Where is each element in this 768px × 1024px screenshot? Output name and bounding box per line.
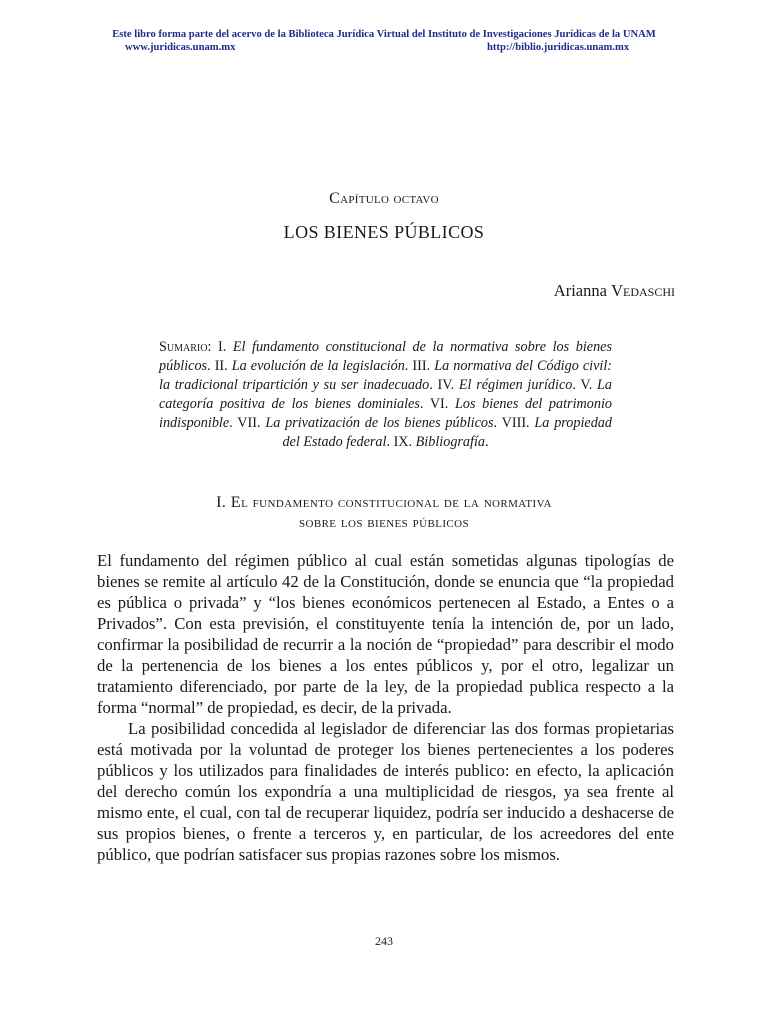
summary-item-text: Bibliografía — [415, 434, 486, 450]
chapter-title: LOS BIENES PÚBLICOS — [283, 222, 485, 242]
url-biblio-link[interactable]: http://biblio.juridicas.unam.mx — [487, 42, 630, 53]
author-name — [554, 281, 675, 301]
summary-item-text: La normativa del Código civil: la tradicional tripartición y su ser inadecuado — [159, 358, 612, 393]
summary-item: V. La categoría positiva de los bienes dominiales. — [159, 377, 613, 412]
summary-item-number: V. — [580, 377, 593, 393]
summary-item: VI. Los bienes del patrimonio indisponible. — [159, 396, 612, 431]
summary-item-number: VII. — [237, 415, 261, 431]
summary-lead: Sumario: — [159, 339, 212, 355]
paragraph: El fundamento del régimen público al cual están sometidas algunas tipologías de bienes se remite al artículo 42 de la Constitución, donde se enuncia que “la propiedad es pública o privada” y “los bienes económicos pertenecen al Estado, a Entes o a Privados”. Con esta previsión, el constituyente tenía la intención de, por un lado, confirmar la posibilidad de recurrir a la noción de “propiedad” para describir el modo de la pertenencia de los bienes a los entes públicos y, por el otro, legalizar un tratamiento diferenciado, por parte de la ley, de la propiedad publica respecto a la forma “normal” de propiedad, es decir, de la privada. — [97, 551, 674, 717]
summary-item: VII. La privatización de los bienes públicos. — [237, 415, 498, 431]
summary-item-text: El régimen jurídico — [458, 377, 573, 393]
summary-item: II. La evolución de la legislación. — [214, 358, 409, 374]
summary-item-text: La privatización de los bienes públicos — [265, 415, 494, 431]
summary-item: IV. El régimen jurídico. — [437, 377, 576, 393]
summary-item: III. La normativa del Código civil: la tradicional tripartición y su ser inadecuado. — [159, 358, 612, 393]
paragraph: La posibilidad concedida al legislador de diferenciar las dos formas propietarias está motivada por la voluntad de proteger los bienes pertenecientes a los poderes públicos y los utilizados para finalidades de interés publico: en efecto, la aplicación del derecho común los expondría a una multiplicidad de riesgos, ya sea frente al mismo ente, el cual, con tal de recuperar liquidez, podría ser inducido a deshacerse de sus propios bienes, o frente a terceros y, en particular, de los acreedores del ente público, que podrían satisfacer sus propias razones sobre los mismos. — [97, 719, 674, 864]
summary-item-number: IV. — [437, 377, 455, 393]
summary-item-text: La propiedad del Estado federal — [282, 415, 612, 450]
url-juridicas-link[interactable]: www.juridicas.unam.mx — [125, 42, 236, 53]
summary-item-number: VI. — [429, 396, 449, 412]
summary-item: VIII. La propiedad del Estado federal. — [282, 415, 612, 450]
summary-item-number: VIII. — [501, 415, 530, 431]
section-heading-line: I. El fundamento constitucional de la normativa — [216, 493, 552, 511]
summary-item-text: El fundamento constitucional de la normativa sobre los bienes públicos — [159, 339, 612, 374]
section-heading — [0, 492, 768, 532]
summary-item-text: Los bienes del patrimonio indisponible — [159, 396, 612, 431]
summary-item-number: I. — [217, 339, 227, 355]
author-last-name: Vedaschi — [611, 281, 675, 300]
summary-item-number: IX. — [393, 434, 413, 450]
summary-item: IX. Bibliografía. — [393, 434, 489, 450]
summary-item-number: II. — [214, 358, 228, 374]
body-text — [97, 550, 674, 865]
summary-item-text: La evolución de la legislación — [231, 358, 405, 374]
page-number: 243 — [375, 934, 393, 948]
chapter-summary — [159, 338, 612, 452]
summary-item: I. El fundamento constitucional de la normativa sobre los bienes públicos. — [159, 339, 612, 374]
chapter-label: Capítulo octavo — [329, 190, 439, 207]
summary-item-number: III. — [412, 358, 431, 374]
summary-item-text: La categoría positiva de los bienes dominiales — [159, 377, 613, 412]
library-notice: Este libro forma parte del acervo de la Biblioteca Jurídica Virtual del Instituto de Investigaciones Jurídicas de la UNAM — [112, 29, 656, 40]
author-first-name: Arianna — [553, 281, 612, 300]
section-heading-line: sobre los bienes públicos — [298, 513, 470, 531]
